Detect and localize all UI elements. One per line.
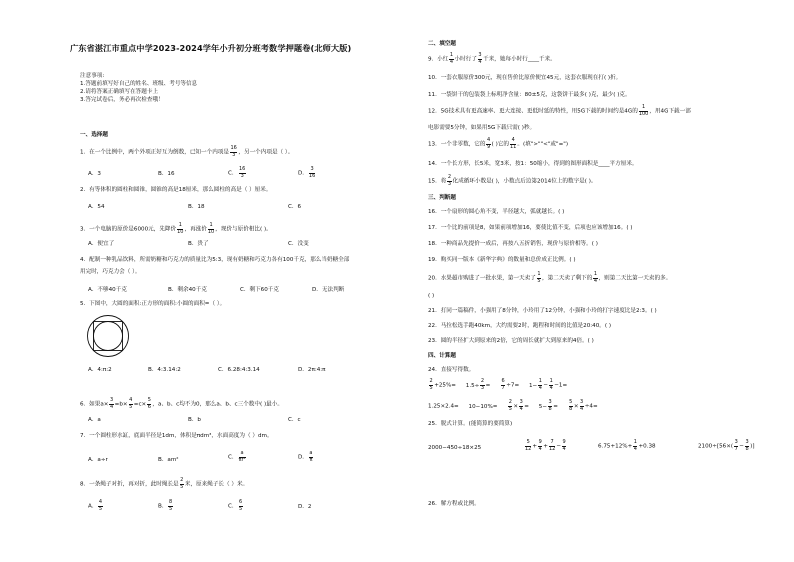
question-8: 8．一条绳子对折，再对折，此时绳长是 $\frac{2}{5}$ 米，原来绳子长（ ）米。 — [80, 477, 249, 490]
question-19: 19．购买同一版本《新华字典》的数量和总价成正比例。( ) — [428, 257, 576, 263]
circle-square-figure — [86, 314, 130, 358]
question-11: 11．一袋饼干的包装袋上标明净含量：80±5克，这袋饼干最多( )克，最少( )克。 — [428, 92, 631, 98]
fraction: $\frac{16}{3}$ — [230, 145, 237, 158]
question-12-cont: 电影需要5分钟，如果用5G下载只需( )秒。 — [428, 125, 536, 131]
question-15: 15．将 $\frac{2}{3}$ 化成循环小数是( )，小数点后边第2014位上的数字是( )。 — [428, 174, 597, 187]
section-calc: 四、计算题 — [428, 353, 456, 359]
option-b[interactable]: B．am² — [158, 457, 179, 463]
question-25: 25．脱式计算。(能简算的要简算) — [428, 421, 513, 427]
expression-1: 2000−450÷18×25 — [428, 445, 482, 451]
question-17: 17．一个比的前项是8，如果前项增加16，要使比值不变，后项也应该增加16。( ) — [428, 225, 633, 231]
option-a[interactable]: A． $\frac{4}{5}$ — [88, 499, 103, 512]
option-a[interactable]: A．4:π:2 — [88, 367, 112, 373]
option-b[interactable]: B．b — [188, 417, 201, 423]
question-5: 5．下图中，大圆的面积:正方形的面积:小圆的面积=（ ）。 — [80, 301, 226, 307]
option-b[interactable]: B．剩余40千克 — [168, 287, 207, 293]
section-choice: 一、选择题 — [80, 132, 108, 138]
option-b[interactable]: B．贵了 — [188, 241, 209, 247]
question-12: 12．5G技术具有更高速率、更大连接、更低时延的特性，用5G下载的时间约是4G的 $\frac{1}{100}$ ，用4G下载一部 — [428, 104, 691, 117]
option-d[interactable]: D． $\frac{3}{16}$ — [298, 166, 316, 179]
expression-4: 2100÷[56×( $\frac{3}{7}$ − $\frac{3}{8}$ )] — [698, 439, 755, 452]
question-2: 2．有等体积的圆柱和圆锥，圆锥的高是18厘米，那么圆柱的高是（ ）厘米。 — [80, 187, 272, 193]
option-c[interactable]: C．c — [288, 417, 301, 423]
option-d[interactable]: D．2 — [298, 504, 312, 510]
question-20: 20．水果超市购进了一批水果，第一天卖了 $\frac{1}{5}$ ，第二天卖了剩下的 $\frac{1}{4}$ ，则第二天比第一天卖的多。 — [428, 271, 672, 284]
option-c[interactable]: C． $\frac{a}{\text{πr²}}$ — [228, 450, 246, 463]
option-c[interactable]: C．没变 — [288, 241, 309, 247]
mental-calc-row-1: $\frac{2}{5}$ +25%= 1.5÷ $\frac{2}{3}$ = $\frac{6}{7}$ ÷7= 1− $\frac{1}{4}$ − $\frac{1}{4}$ −1= — [429, 378, 568, 391]
question-14: 14．一个长方形，长5米，宽3米，按1：50缩小，得到的图形面积是____平方厘米。 — [428, 161, 638, 167]
question-9: 9．小红 $\frac{1}{4}$ 小时行了 $\frac{3}{4}$ 千米，她每小时行____千米。 — [428, 52, 556, 65]
option-c[interactable]: C．6.28:4:3.14 — [218, 367, 260, 373]
mental-calc-row-2: 1.25×2.4= 10−10%= $\frac{2}{5}$ × $\frac{3}{4}$ = 5− $\frac{3}{8}$ = $\frac{5}{8}$ × $\frac{3}{4}$ ÷4= — [428, 399, 598, 412]
question-4: 4．配制一种乳品饮料，所需奶糖和巧克力的质量比为5:3，现有奶糖和巧克力各有100千克，那么当奶糖全部 — [80, 257, 350, 263]
question-24: 24．直接写得数。 — [428, 367, 475, 373]
question-16: 16．一个扇形的圆心角不变，半径越大，弧就越长。( ) — [428, 209, 565, 215]
notice-item: 2.请将答案正确填写在答题卡上 — [80, 89, 159, 95]
question-23: 23．圆的半径扩大到原来的2倍，它的周长就扩大到原来的4倍。( ) — [428, 338, 594, 344]
question-7: 7．一个圆柱形水缸，底面半径是1dm，体积是πdm³，水面高度为（ ）dm。 — [80, 433, 273, 439]
question-6: 6．如果a× $\frac{3}{4}$ =b× $\frac{4}{5}$ =c× $\frac{5}{6}$ ，a、b、c均不为0，那么a、b、c三个数中( )最小。 — [80, 397, 283, 410]
option-a[interactable]: A．不够40千克 — [88, 287, 127, 293]
question-10: 10．一套衣服原价300元，现在售价比原价便宜45元，这套衣服现在打( )折。 — [428, 75, 622, 81]
option-a[interactable]: A．a — [88, 417, 101, 423]
option-c[interactable]: C．剩下60千克 — [240, 287, 279, 293]
option-a[interactable]: A．54 — [88, 204, 105, 210]
question-22: 22．马拉松选手跑40km，大约需要2时，跑程和时间的比值是20:40。( ) — [428, 323, 611, 329]
expression-3: 6.75+12%+ $\frac{1}{4}$ +0.38 — [598, 439, 656, 452]
question-3: 3．一个电脑的原价是6000元，先降价 $\frac{1}{10}$ ，再涨价 $\frac{1}{10}$ ，现价与原价相比( )。 — [80, 222, 272, 235]
option-b[interactable]: B． $\frac{8}{5}$ — [158, 499, 173, 512]
question-21: 21．打同一篇稿件，小强用了8分钟，小玲用了12分钟，小强和小玲的打字速度比是2:3。( ) — [428, 308, 657, 314]
section-fill: 二、填空题 — [428, 41, 456, 47]
option-c[interactable]: C． $\frac{16}{3}$ — [228, 166, 246, 179]
expression-2: $\frac{5}{12}$ + $\frac{9}{4}$ + $\frac{7}{12}$ − $\frac{9}{4}$ — [525, 439, 566, 452]
option-a[interactable]: A．3 — [88, 171, 101, 177]
page-title: 广东省湛江市重点中学2023-2024学年小升初分班考数学押题卷(北师大版) — [70, 43, 352, 53]
option-d[interactable]: D．2π:4:π — [298, 367, 326, 373]
question-18: 18．一种商品先提价一成后，再按八五折销售，现价与原价相等。( ) — [428, 241, 598, 247]
question-20-cont: ( ) — [428, 293, 435, 299]
question-26: 26．解方程或比例。 — [428, 501, 480, 507]
option-a[interactable]: A．a÷r — [88, 457, 108, 463]
option-d[interactable]: D．无法判断 — [312, 287, 345, 293]
notice-header: 注意事项: — [80, 73, 105, 79]
option-a[interactable]: A．便宜了 — [88, 241, 115, 247]
question-13: 13．一个非零数，它的 $\frac{4}{9}$ ( )它的 $\frac{4}{11}$ 。(填">""<"或"=") — [428, 137, 569, 150]
option-d[interactable]: D． $\frac{a}{\pi}$ — [298, 450, 313, 463]
option-b[interactable]: B．4:3.14:2 — [148, 367, 181, 373]
option-b[interactable]: B．16 — [158, 171, 175, 177]
question-1: 1．在一个比例中，两个外项正好互为倒数，已知一个内项是 $\frac{16}{3}$ ，另一个内项是（ ）。 — [80, 145, 294, 158]
option-c[interactable]: C．6 — [288, 204, 302, 210]
notice-item: 3.答完试卷后，务必再次检查哦！ — [80, 97, 164, 103]
section-judge: 三、判断题 — [428, 195, 456, 201]
option-c[interactable]: C． $\frac{6}{5}$ — [228, 499, 243, 512]
notice-item: 1.答题前填写好自己的姓名、班级、考号等信息 — [80, 81, 198, 87]
option-b[interactable]: B．18 — [188, 204, 205, 210]
question-4-cont: 用完时，巧克力会（ ）。 — [80, 269, 141, 275]
